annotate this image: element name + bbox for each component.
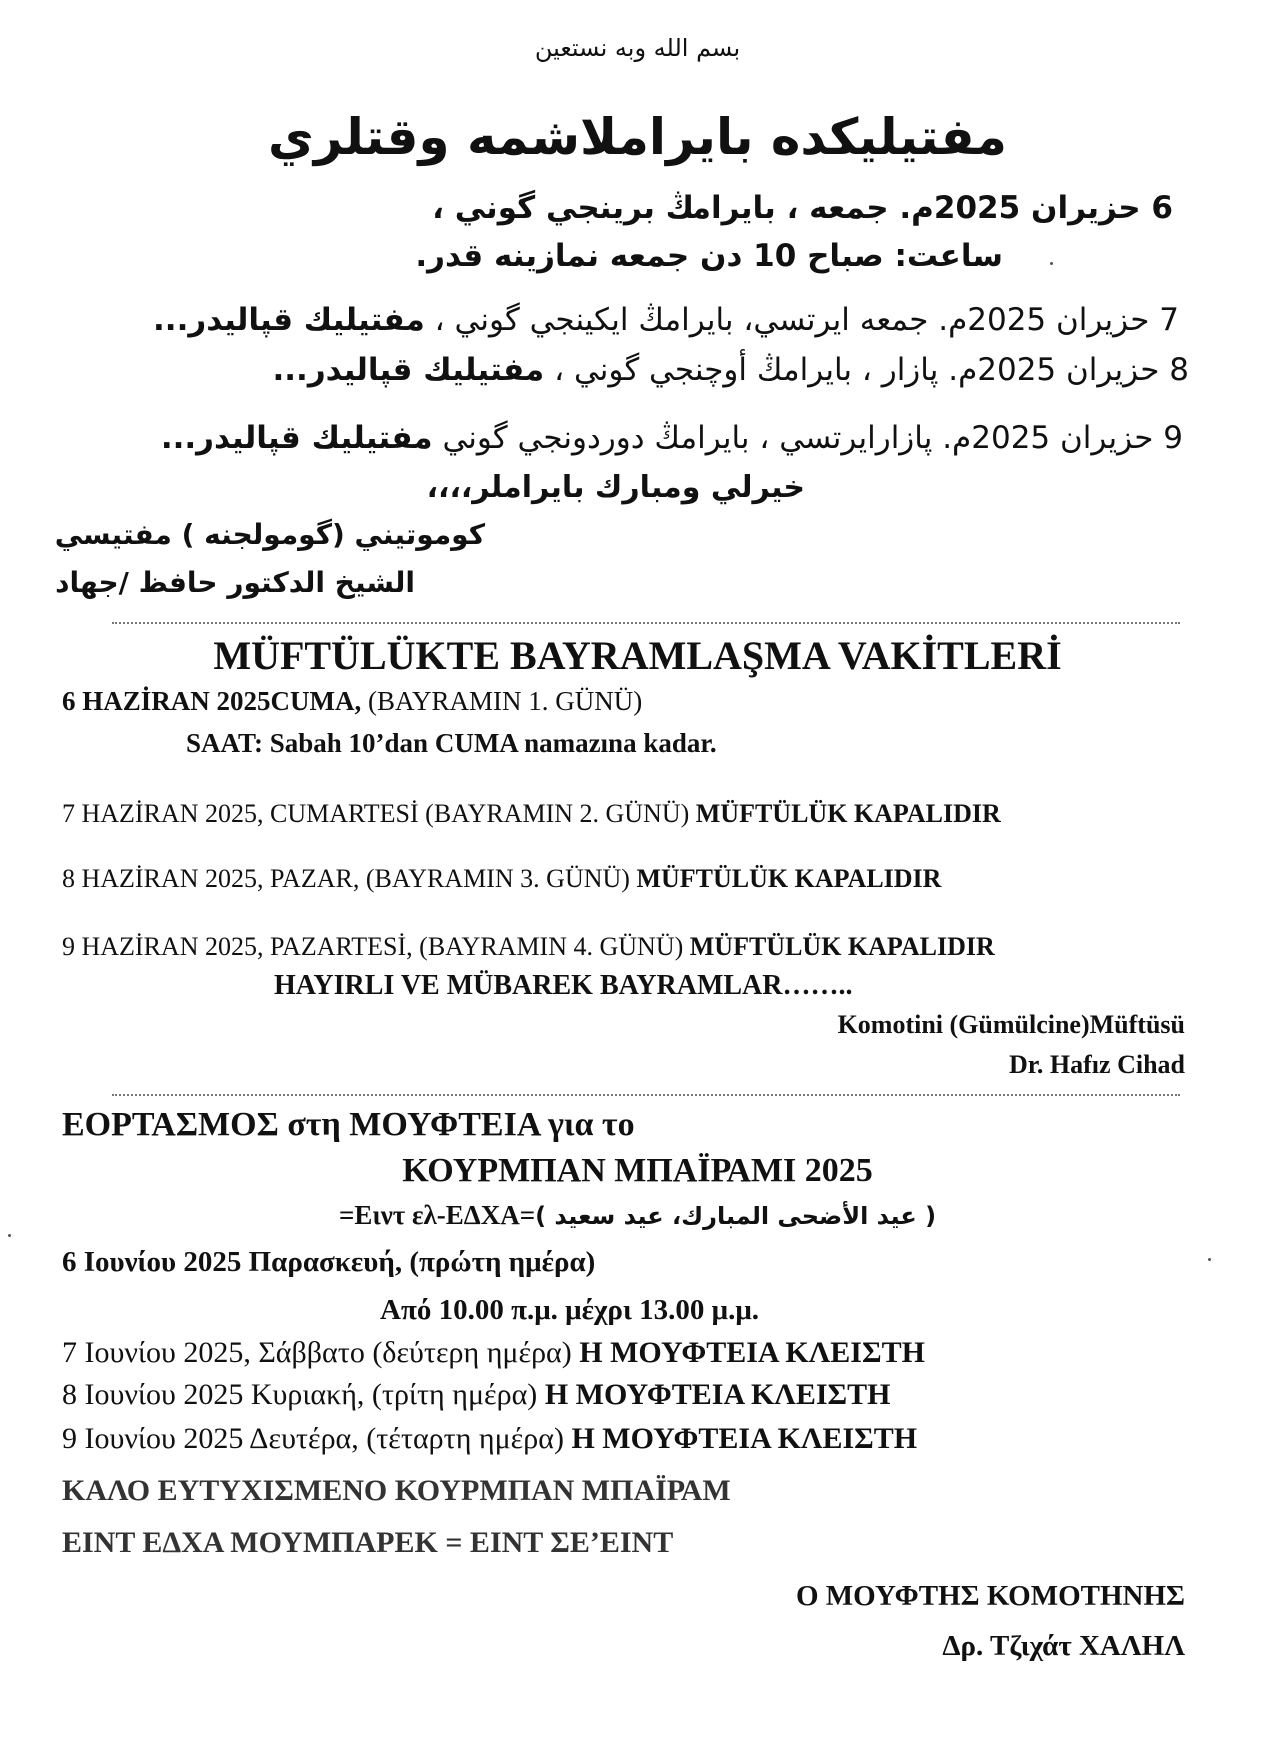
arabic-day4-text: 9 حزيران 2025م. پازارايرتسي ، بايرامڭ دوردونجي گوني: [442, 420, 1183, 456]
greek-title-line1: ΕΟΡΤΑΣΜΟΣ στη ΜΟΥΦΤΕΙΑ για το: [62, 1106, 635, 1143]
scan-speck: [1208, 1258, 1211, 1261]
section-divider-1: [112, 622, 1180, 624]
turkish-signature-name: Dr. Hafız Cihad: [1009, 1050, 1185, 1079]
arabic-signature-name: الشيخ الدكتور حافظ /جهاد: [55, 566, 415, 599]
turkish-day1: [62, 686, 642, 717]
section-divider-2: [112, 1094, 1180, 1096]
greek-subtitle-arabic: ( عيد الأضحى المبارك، عيد سعيد ): [535, 1202, 937, 1230]
turkish-signature-title: Komotini (Gümülcine)Müftüsü: [837, 1010, 1185, 1039]
greek-day3: [62, 1378, 890, 1412]
greek-day2-text: 7 Ιουνίου 2025, Σάββατο (δεύτερη ημέρα): [62, 1336, 580, 1369]
greek-signature-name: Δρ. Τζιχάτ ΧΑΛΗΛ: [942, 1630, 1185, 1662]
arabic-day3-text: 8 حزيران 2025م. پازار ، بايرامڭ أوچنجي گوني ،: [554, 352, 1189, 388]
greek-day3-closed: Η ΜΟΥΦΤΕΙΑ ΚΛΕΙΣΤΗ: [544, 1378, 891, 1411]
turkish-day4-closed: MÜFTÜLÜK KAPALIDIR: [689, 932, 995, 961]
greek-signature-title: Ο ΜΟΥΦΤΗΣ ΚΟΜΟΤΗΝΗΣ: [796, 1580, 1185, 1612]
turkish-day3-text: 8 HAZİRAN 2025, PAZAR, (BAYRAMIN 3. GÜNÜ): [62, 864, 637, 893]
turkish-day3-closed: MÜFTÜLÜK KAPALIDIR: [636, 864, 942, 893]
arabic-signature-title: كوموتيني (گومولجنه ) مفتيسي: [54, 518, 485, 551]
turkish-day2-text: 7 HAZİRAN 2025, CUMARTESİ (BAYRAMIN 2. GÜNÜ): [62, 799, 696, 828]
arabic-day1-time: ساعت: صباح 10 دن جمعه نمازينه قدر.: [415, 238, 1003, 274]
greek-greeting-2: ΕΙΝΤ ΕΔΧΑ ΜΟΥΜΠΑΡΕΚ = ΕΙΝΤ ΣΕ’ΕΙΝΤ: [62, 1526, 674, 1559]
arabic-title: مفتيليكده بايراملاشمه وقتلري: [268, 108, 1007, 166]
arabic-day3-closed: مفتيليك قپاليدر...: [272, 352, 545, 388]
basmala: بسم الله وبه نستعين: [534, 34, 741, 62]
greek-day2-closed: Η ΜΟΥΦΤΕΙΑ ΚΛΕΙΣΤΗ: [579, 1336, 925, 1369]
turkish-day2: [62, 799, 1001, 829]
scan-speck: [1050, 262, 1053, 265]
greek-day4: [62, 1422, 917, 1456]
turkish-day4: [62, 932, 995, 962]
greek-day2: [62, 1336, 925, 1370]
arabic-day4: [161, 420, 1183, 456]
arabic-greeting: خيرلي ومبارك بايراملر،،،،: [426, 470, 805, 505]
greek-day3-text: 8 Ιουνίου 2025 Κυριακή, (τρίτη ημέρα): [62, 1378, 545, 1411]
arabic-day2: [153, 302, 1179, 338]
turkish-day2-closed: MÜFTÜLÜK KAPALIDIR: [695, 799, 1001, 828]
greek-subtitle: [0, 1200, 1275, 1231]
greek-subtitle-greek: =Ειντ ελ-ΕΔΧΑ=: [338, 1200, 536, 1230]
greek-day4-closed: Η ΜΟΥΦΤΕΙΑ ΚΛΕΙΣΤΗ: [571, 1422, 918, 1455]
arabic-day3: [273, 352, 1190, 388]
arabic-day2-closed: مفتيليك قپاليدر...: [153, 302, 425, 338]
greek-day1-time: Από 10.00 π.μ. μέχρι 13.00 μ.μ.: [380, 1294, 760, 1326]
scan-speck: [8, 1234, 11, 1237]
greek-title-line2: ΚΟΥΡΜΠΑΝ ΜΠΑΪΡΑΜΙ 2025: [402, 1152, 873, 1189]
greek-day1: 6 Ιουνίου 2025 Παρασκευή, (πρώτη ημέρα): [62, 1246, 596, 1278]
arabic-day1: 6 حزيران 2025م. جمعه ، بايرامڭ برينجي گوني ،: [432, 190, 1173, 226]
turkish-day1-label: (BAYRAMIN 1. GÜNÜ): [361, 686, 643, 716]
greek-greeting-1: ΚΑΛΟ ΕΥΤΥΧΙΣΜΕΝΟ ΚΟΥΡΜΠΑΝ ΜΠΑΪΡΑΜ: [62, 1474, 731, 1507]
turkish-title: MÜFTÜLÜKTE BAYRAMLAŞMA VAKİTLERİ: [213, 633, 1062, 678]
turkish-day4-text: 9 HAZİRAN 2025, PAZARTESİ, (BAYRAMIN 4. GÜNÜ): [62, 932, 690, 961]
arabic-day2-text: 7 حزيران 2025م. جمعه ايرتسي، بايرامڭ ايكينجي گوني ،: [434, 302, 1179, 338]
greek-day4-text: 9 Ιουνίου 2025 Δευτέρα, (τέταρτη ημέρα): [62, 1422, 572, 1455]
turkish-day1-time: SAAT: Sabah 10’dan CUMA namazına kadar.: [186, 728, 717, 758]
turkish-greeting: HAYIRLI VE MÜBAREK BAYRAMLAR……..: [274, 970, 853, 1001]
turkish-day1-date: 6 HAZİRAN 2025CUMA,: [62, 686, 362, 716]
arabic-day4-closed: مفتيليك قپاليدر...: [160, 420, 433, 456]
turkish-day3: [62, 864, 941, 894]
